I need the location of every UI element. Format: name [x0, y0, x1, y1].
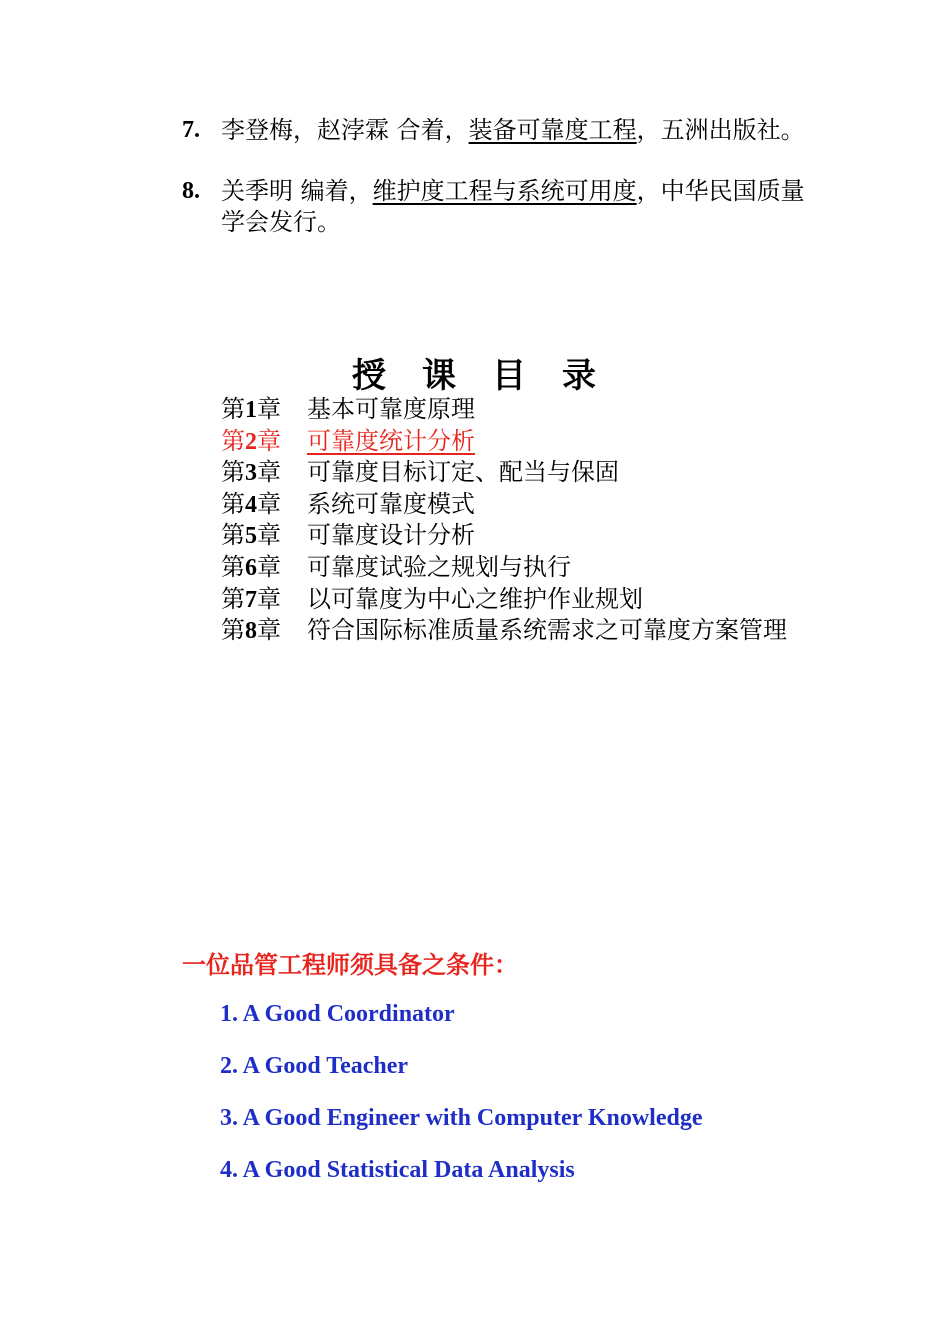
chapter-title: 可靠度目标订定、配当与保固 [307, 458, 619, 487]
list-item: 4. A Good Statistical Data Analysis [220, 1157, 575, 1183]
reference-body [221, 115, 812, 146]
list-item: 1. A Good Coordinator [220, 1001, 455, 1027]
reference-body [221, 176, 812, 238]
toc-chapter-4[interactable] [221, 489, 821, 521]
reference-title: 维护度工程与系统可用度 [372, 177, 637, 205]
reference-authors: 李登梅，赵浡霖 合着， [221, 116, 469, 144]
toc-chapter-6[interactable] [221, 552, 821, 584]
chapter-title: 以可靠度为中心之维护作业规划 [307, 584, 643, 613]
toc-chapter-8[interactable] [221, 615, 821, 647]
reference-publisher: ，五洲出版社。 [636, 116, 805, 144]
reference-number: 8. [182, 178, 200, 204]
list-item: 2. A Good Teacher [220, 1053, 409, 1079]
qualifications-heading: 一位品管工程师须具备之条件： [182, 950, 518, 979]
chapter-title: 可靠度设计分析 [307, 521, 475, 550]
toc-chapter-1[interactable] [221, 394, 821, 426]
chapter-label: 第8章 [221, 616, 281, 645]
chapter-label: 第2章 [221, 426, 281, 455]
reference-authors: 关季明 编着， [221, 177, 373, 205]
reference-publisher: ，中华民国质量学会发行。 [221, 177, 805, 236]
chapter-title-link[interactable]: 可靠度统计分析 [307, 426, 475, 455]
chapter-title: 符合国际标准质量系统需求之可靠度方案管理 [307, 616, 787, 645]
reference-number: 7. [182, 117, 200, 143]
toc-chapter-2[interactable] [221, 426, 821, 458]
reference-item [182, 176, 812, 238]
reference-title: 装备可靠度工程 [468, 116, 637, 144]
qualifications-list [220, 998, 702, 1206]
chapter-label: 第4章 [221, 489, 281, 518]
chapter-label: 第6章 [221, 552, 281, 581]
chapter-label: 第3章 [221, 458, 281, 487]
chapter-title: 基本可靠度原理 [307, 395, 475, 423]
chapter-label: 第5章 [221, 521, 281, 550]
chapter-label: 第1章 [221, 395, 281, 423]
chapter-title: 系统可靠度模式 [307, 489, 475, 518]
toc-list [221, 394, 821, 647]
reference-item [182, 115, 812, 146]
toc-title: 授课目录 [352, 356, 632, 396]
chapter-label: 第7章 [221, 584, 281, 613]
toc-chapter-3[interactable] [221, 457, 821, 489]
list-item: 3. A Good Engineer with Computer Knowledge [220, 1105, 703, 1131]
toc-chapter-7[interactable] [221, 584, 821, 616]
chapter-title: 可靠度试验之规划与执行 [307, 552, 571, 581]
toc-chapter-5[interactable] [221, 520, 821, 552]
